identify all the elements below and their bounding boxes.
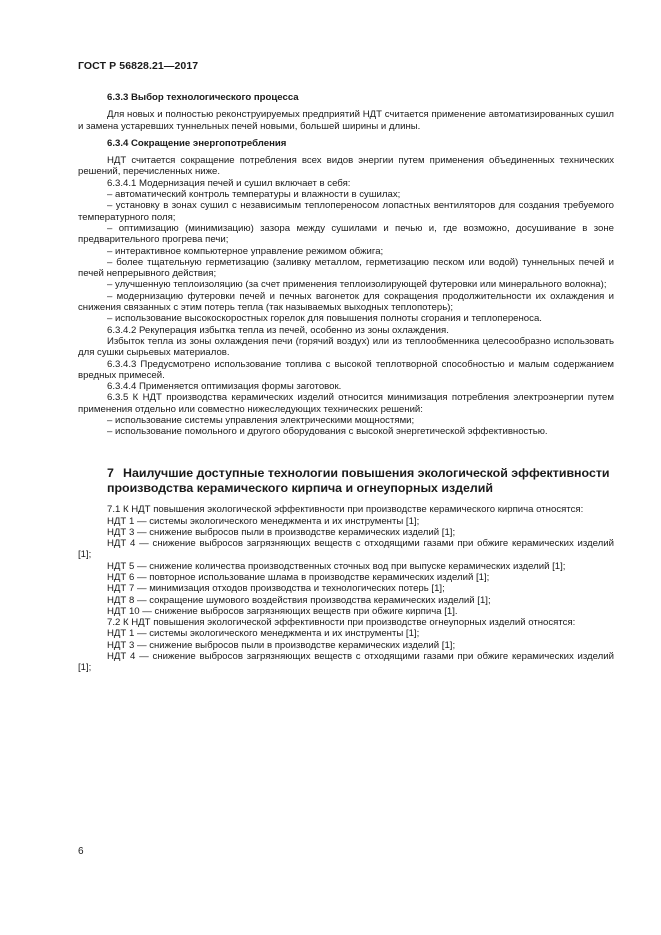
paragraph: Для новых и полностью реконструируемых предприятий НДТ считается применение автоматизированных сушил и замена устаревших туннельных печей новыми, большей ширины и длины. [78, 109, 614, 132]
list-item: НДТ 4 — снижение выбросов загрязняющих веществ с отходящими газами при обжиге керамических изделий [1]; [78, 538, 614, 561]
list-item: – более тщательную герметизацию (заливку металлом, герметизацию песком или водой) туннельных печей и печей непрерывного действия; [78, 256, 614, 280]
document-body [78, 92, 614, 674]
heading-6-3-4: 6.3.4 Сокращение энергопотребления [107, 137, 287, 149]
page-number: 6 [78, 846, 84, 857]
list-item: – интерактивное компьютерное управление режимом обжига; [107, 245, 384, 257]
paragraph: 7.1 К НДТ повышения экологической эффективности при производстве керамического кирпича относятся: [107, 504, 584, 516]
list-item: НДТ 3 — снижение выбросов пыли в производстве керамических изделий [1]; [107, 639, 456, 651]
document-header: ГОСТ Р 56828.21—2017 [78, 60, 199, 72]
list-item: НДТ 1 — системы экологического менеджмента и их инструменты [1]; [107, 628, 420, 640]
list-item: НДТ 4 — снижение выбросов загрязняющих веществ с отходящими газами при обжиге керамических изделий [1]; [78, 651, 614, 674]
paragraph: 6.3.5 К НДТ производства керамических изделий относится минимизация потребления электроэнергии путем применения отдельно или совместно нижеследующих технических решений: [78, 392, 614, 415]
heading-6-3-3: 6.3.3 Выбор технологического процесса [107, 92, 299, 103]
list-item: – улучшенную теплоизоляцию (за счет применения теплоизолирующей футеровки или минерального волокна); [107, 279, 607, 291]
list-item: НДТ 6 — повторное использование шлама в производстве керамических изделий [1]; [107, 571, 490, 583]
section-7-heading [78, 466, 614, 497]
section-number: 7 [107, 465, 114, 480]
paragraph: НДТ считается сокращение потребления всех видов энергии путем применения объединенных технических решений, перечисленных ниже. [78, 155, 614, 178]
list-item: НДТ 10 — снижение выбросов загрязняющих веществ при обжиге кирпича [1]. [107, 605, 458, 617]
list-item: НДТ 1 — системы экологического менеджмента и их инструменты [1]; [107, 515, 420, 527]
paragraph: Избыток тепла из зоны охлаждения печи (горячий воздух) или из теплообменника целесообразно использовать для сушки сырьевых материалов. [78, 335, 614, 359]
list-item: – использование высокоскоростных горелок для повышения полноты сгорания и теплопереноса. [107, 313, 542, 325]
paragraph: 6.3.4.1 Модернизация печей и сушил включает в себя: [107, 177, 351, 189]
paragraph: 6.3.4.3 Предусмотрено использование топлива с высокой теплотворной способностью и малым содержанием вредных примесей. [78, 358, 614, 381]
list-item: – модернизацию футеровки печей и печных вагонеток для сокращения продолжительности их охлаждения и снижения связанных с этим потерь тепла (так называемых выходных теплопотерь); [78, 290, 614, 314]
list-item: НДТ 5 — снижение количества производственных сточных вод при выпуске керамических изделий [1]; [107, 560, 566, 572]
list-item: – автоматический контроль температуры и влажности в сушилах; [107, 189, 401, 201]
paragraph: 6.3.4.4 Применяется оптимизация формы заготовок. [107, 381, 342, 393]
list-item: НДТ 3 — снижение выбросов пыли в производстве керамических изделий [1]; [107, 526, 456, 538]
list-item: НДТ 8 — сокращение шумового воздействия производства керамических изделий [1]; [107, 594, 491, 606]
list-item: – установку в зонах сушил с независимым теплопереносом лопастных вентиляторов для создания требуемого температурного поля; [78, 200, 614, 223]
section-title: Наилучшие доступные технологии повышения экологической эффективности производства керамического кирпича и огнеупорных изделий [107, 465, 610, 495]
list-item: НДТ 7 — минимизация отходов производства и технологических потерь [1]; [107, 583, 445, 595]
paragraph: 6.3.4.2 Рекуперация избытка тепла из печей, особенно из зоны охлаждения. [107, 324, 449, 336]
paragraph: 7.2 К НДТ повышения экологической эффективности при производстве огнеупорных изделий относятся: [107, 617, 576, 629]
list-item: – использование помольного и другого оборудования с высокой энергетической эффективностью. [107, 426, 548, 438]
list-item: – использование системы управления электрическими мощностями; [107, 415, 415, 427]
list-item: – оптимизацию (минимизацию) зазора между сушилами и печью и, где возможно, досушивание в зоне предварительного прогрева печи; [78, 222, 614, 246]
